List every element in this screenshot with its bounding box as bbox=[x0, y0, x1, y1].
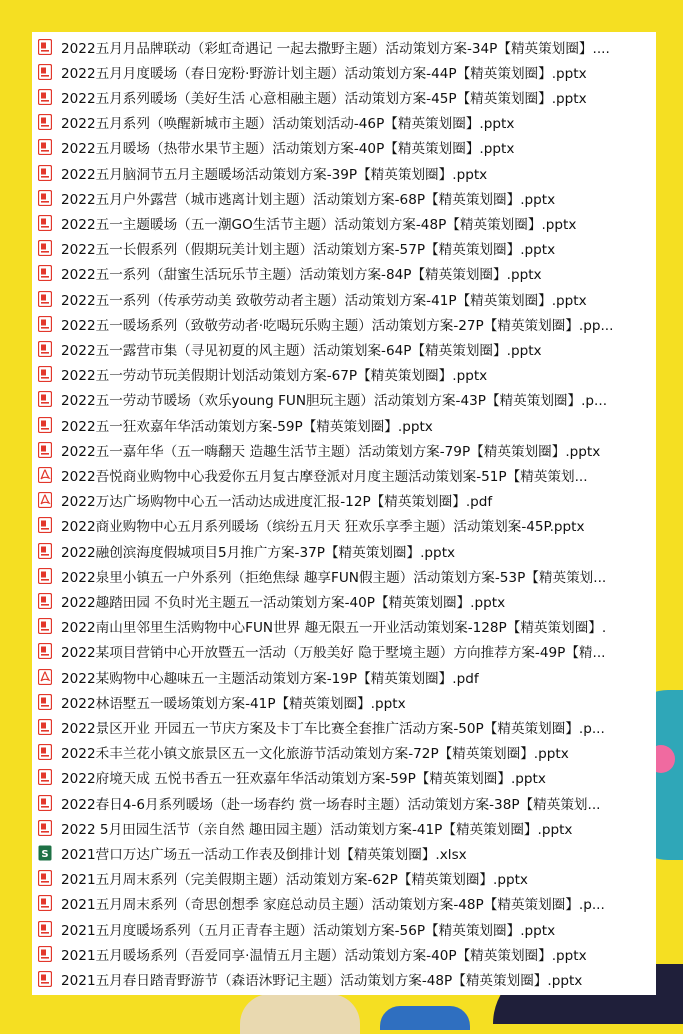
file-name: 2022五月暖场（热带水果节主题）活动策划方案-40P【精英策划圈】.pptx bbox=[61, 141, 515, 158]
file-name: 2022禾丰兰花小镇文旅景区五一文化旅游节活动策划方案-72P【精英策划圈】.pptx bbox=[61, 746, 569, 763]
file-name: 2021五月周末系列（奇思创想季 家庭总动员主题）活动策划方案-48P【精英策划圈】.p... bbox=[61, 897, 605, 914]
acrobat-icon bbox=[37, 668, 53, 685]
pdf-icon bbox=[37, 139, 53, 156]
file-row[interactable] bbox=[32, 336, 656, 361]
pdf-icon bbox=[37, 416, 53, 433]
pdf-icon bbox=[37, 88, 53, 105]
file-row[interactable] bbox=[32, 210, 656, 235]
excel-icon bbox=[37, 844, 53, 861]
pdf-icon bbox=[37, 441, 53, 458]
file-name: 2022五一嘉年华（五一嗨翻天 造趣生活节主题）活动策划方案-79P【精英策划圈】.pptx bbox=[61, 443, 601, 460]
file-name: 2022五月脑洞节五月主题暖场活动策划方案-39P【精英策划圈】.pptx bbox=[61, 166, 488, 183]
file-name: 2022五一系列（甜蜜生活玩乐节主题）活动策划方案-84P【精英策划圈】.pptx bbox=[61, 267, 542, 284]
file-row[interactable] bbox=[32, 462, 656, 487]
pdf-icon bbox=[37, 38, 53, 55]
pdf-icon bbox=[37, 870, 53, 887]
file-row[interactable] bbox=[32, 941, 656, 966]
file-row[interactable] bbox=[32, 160, 656, 185]
file-name: 2022五月系列暖场（美好生活 心意相融主题）活动策划方案-45P【精英策划圈】.pptx bbox=[61, 90, 587, 107]
file-name: 2022泉里小镇五一户外系列（拒绝焦绿 趣享FUN假主题）活动策划方案-53P【精英策划... bbox=[61, 569, 607, 586]
file-row[interactable] bbox=[32, 891, 656, 916]
file-row[interactable] bbox=[32, 790, 656, 815]
pdf-icon bbox=[37, 63, 53, 80]
file-row[interactable] bbox=[32, 538, 656, 563]
pdf-icon bbox=[37, 920, 53, 937]
file-row[interactable] bbox=[32, 84, 656, 109]
file-name: 2022五月月品牌联动（彩虹奇遇记 一起去撒野主题）活动策划方案-34P【精英策划圈】.... bbox=[61, 40, 610, 57]
pdf-icon bbox=[37, 214, 53, 231]
pdf-icon bbox=[37, 819, 53, 836]
file-name: 2022南山里邻里生活购物中心FUN世界 趣无限五一开业活动策划案-128P【精英策划圈】. bbox=[61, 620, 607, 637]
file-row[interactable] bbox=[32, 639, 656, 664]
file-row[interactable] bbox=[32, 740, 656, 765]
file-row[interactable] bbox=[32, 286, 656, 311]
pdf-icon bbox=[37, 618, 53, 635]
file-row[interactable] bbox=[32, 362, 656, 387]
pdf-icon bbox=[37, 290, 53, 307]
file-row[interactable] bbox=[32, 412, 656, 437]
file-name: 2022吾悦商业购物中心我爱你五月复古摩登派对月度主题活动策划案-51P【精英策划... bbox=[61, 468, 588, 485]
pdf-icon bbox=[37, 945, 53, 962]
file-row[interactable] bbox=[32, 236, 656, 261]
file-row[interactable] bbox=[32, 966, 656, 991]
pdf-icon bbox=[37, 718, 53, 735]
file-name: 2022五一露营市集（寻见初夏的风主题）活动策划案-64P【精英策划圈】.pptx bbox=[61, 342, 542, 359]
file-name: 2022林语墅五一暖场策划方案-41P【精英策划圈】.pptx bbox=[61, 695, 406, 712]
pdf-icon bbox=[37, 265, 53, 282]
file-row[interactable] bbox=[32, 714, 656, 739]
pdf-icon bbox=[37, 542, 53, 559]
file-row[interactable] bbox=[32, 387, 656, 412]
pdf-icon bbox=[37, 769, 53, 786]
pdf-icon bbox=[37, 114, 53, 131]
file-row[interactable] bbox=[32, 185, 656, 210]
file-name: 2021五月度暖场系列（五月正青春主题）活动策划方案-56P【精英策划圈】.pptx bbox=[61, 922, 556, 939]
pdf-icon bbox=[37, 517, 53, 534]
file-name: 2022五一暖场系列（致敬劳动者·吃喝玩乐购主题）活动策划方案-27P【精英策划圈】.pp... bbox=[61, 317, 614, 334]
file-name: 2022商业购物中心五月系列暖场（缤纷五月天 狂欢乐享季主题）活动策划案-45P.pptx bbox=[61, 519, 585, 536]
file-row[interactable] bbox=[32, 110, 656, 135]
file-name: 2022五一狂欢嘉年华活动策划方案-59P【精英策划圈】.pptx bbox=[61, 418, 433, 435]
file-row[interactable] bbox=[32, 840, 656, 865]
acrobat-icon bbox=[37, 492, 53, 509]
file-row[interactable] bbox=[32, 513, 656, 538]
file-name: 2022五月户外露营（城市逃离计划主题）活动策划方案-68P【精英策划圈】.pptx bbox=[61, 191, 556, 208]
pdf-icon bbox=[37, 794, 53, 811]
file-row[interactable] bbox=[32, 488, 656, 513]
svg-text:S: S bbox=[41, 848, 49, 860]
pdf-icon bbox=[37, 592, 53, 609]
file-name: 2022春日4-6月系列暖场（赴一场春约 赏一场春时主题）活动策划方案-38P【精英策划... bbox=[61, 796, 601, 813]
decorative-blue-shape bbox=[380, 1006, 470, 1030]
file-row[interactable] bbox=[32, 135, 656, 160]
file-row[interactable] bbox=[32, 563, 656, 588]
file-name: 2022万达广场购物中心五一活动达成进度汇报-12P【精英策划圈】.pdf bbox=[61, 494, 493, 511]
file-name: 2022某项目营销中心开放暨五一活动（万般美好 隐于墅境主题）方向推荐方案-49P【精... bbox=[61, 645, 606, 662]
file-row[interactable] bbox=[32, 34, 656, 59]
pdf-icon bbox=[37, 315, 53, 332]
file-row[interactable] bbox=[32, 311, 656, 336]
file-row[interactable] bbox=[32, 765, 656, 790]
file-name: 2022五一系列（传承劳动美 致敬劳动者主题）活动策划方案-41P【精英策划圈】.pptx bbox=[61, 292, 587, 309]
pdf-icon bbox=[37, 240, 53, 257]
file-row[interactable] bbox=[32, 588, 656, 613]
file-name: 2022趣踏田园 不负时光主题五一活动策划方案-40P【精英策划圈】.pptx bbox=[61, 594, 506, 611]
file-row[interactable] bbox=[32, 866, 656, 891]
pdf-icon bbox=[37, 366, 53, 383]
file-name: 2022府境天成 五悦书香五一狂欢嘉年华活动策划方案-59P【精英策划圈】.pptx bbox=[61, 771, 546, 788]
pdf-icon bbox=[37, 164, 53, 181]
file-row[interactable] bbox=[32, 916, 656, 941]
file-row[interactable] bbox=[32, 689, 656, 714]
file-row[interactable] bbox=[32, 815, 656, 840]
pdf-icon bbox=[37, 693, 53, 710]
file-row[interactable] bbox=[32, 614, 656, 639]
file-row[interactable] bbox=[32, 664, 656, 689]
file-name: 2022五一主题暖场（五一潮GO生活节主题）活动策划方案-48P【精英策划圈】.pptx bbox=[61, 216, 577, 233]
pdf-icon bbox=[37, 340, 53, 357]
pdf-icon bbox=[37, 895, 53, 912]
file-row[interactable] bbox=[32, 59, 656, 84]
pdf-icon bbox=[37, 567, 53, 584]
pdf-icon bbox=[37, 744, 53, 761]
file-name: 2022五一劳动节玩美假期计划活动策划方案-67P【精英策划圈】.pptx bbox=[61, 368, 488, 385]
file-name: 2022融创滨海度假城项目5月推广方案-37P【精英策划圈】.pptx bbox=[61, 544, 456, 561]
pdf-icon bbox=[37, 391, 53, 408]
file-name: 2021五月春日踏青野游节（森语沐野记主题）活动策划方案-48P【精英策划圈】.pptx bbox=[61, 972, 583, 989]
acrobat-icon bbox=[37, 466, 53, 483]
pdf-icon bbox=[37, 643, 53, 660]
file-list-panel bbox=[32, 32, 656, 995]
file-name: 2021五月周末系列（完美假期主题）活动策划方案-62P【精英策划圈】.pptx bbox=[61, 872, 528, 889]
pdf-icon bbox=[37, 970, 53, 987]
decorative-light-shape bbox=[240, 994, 360, 1034]
file-name: 2022某购物中心趣味五一主题活动策划方案-19P【精英策划圈】.pdf bbox=[61, 670, 479, 687]
file-name: 2022五月系列（唤醒新城市主题）活动策划活动-46P【精英策划圈】.pptx bbox=[61, 116, 515, 133]
file-name: 2021五月暖场系列（吾爱同享·温情五月主题）活动策划方案-40P【精英策划圈】.pptx bbox=[61, 947, 587, 964]
file-name: 2021营口万达广场五一活动工作表及倒排计划【精英策划圈】.xlsx bbox=[61, 846, 467, 863]
file-name: 2022五一劳动节暖场（欢乐young FUN胆玩主题）活动策划方案-43P【精英策划圈】.p... bbox=[61, 393, 608, 410]
file-row[interactable] bbox=[32, 261, 656, 286]
file-name: 2022 5月田园生活节（亲自然 趣田园主题）活动策划方案-41P【精英策划圈】.pptx bbox=[61, 821, 573, 838]
file-name: 2022五一长假系列（假期玩美计划主题）活动策划方案-57P【精英策划圈】.pptx bbox=[61, 242, 556, 259]
file-name: 2022景区开业 开园五一节庆方案及卡丁车比赛全套推广活动方案-50P【精英策划圈】.p... bbox=[61, 720, 605, 737]
file-name: 2022五月月度暖场（春日宠粉·野游计划主题）活动策划方案-44P【精英策划圈】.pptx bbox=[61, 65, 587, 82]
file-row[interactable] bbox=[32, 437, 656, 462]
pdf-icon bbox=[37, 189, 53, 206]
